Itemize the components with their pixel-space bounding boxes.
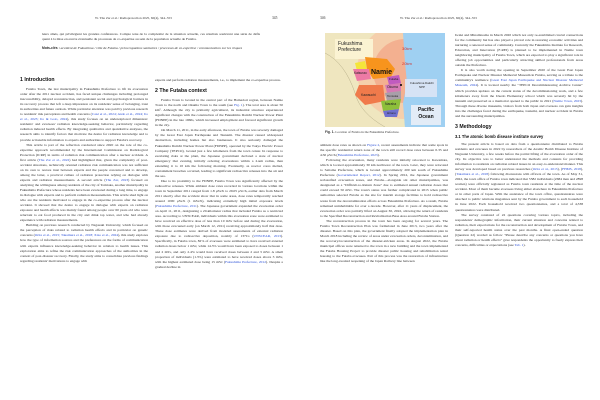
paragraph: Building on previous research conducted by Nagasaki University, which focused on the perception of risks related to radiation health effects and in particular on genetic concerns (Orita et al., 2015; Takamura et al., 2018; Xiao et al., 2024), this study explores how the type of information sources and the preferences on the forms of communication with experts influence knowledge-seeking behavior in relation to health issues. This exploration aims to refine the risk communication approaches of the authorities in the context of post-disaster recovery. Finally, the study aims to consolidate previous findings regarding residents' motivations to engage with bbox=[20, 223, 148, 263]
section-heading-methodology: 3 Methodology bbox=[455, 123, 492, 130]
paragraph: The reconstruction process in the town has been ongoing for several years. The Futaba Town Reconstruction Plan was formulated in June 2013, two years after the disaster. Based on this plan, the government finally adopted the implementation plan in March 2018 including the review of areas under evacuation orders, decontamination, and the recovery/reconstruction of the disaster-stricken areas. In August 2022, the Futaba municipal offices were returned to the town in a new building and the town implemented the Futaba Housing Project to provide disaster public housing and rehabilitation rental housing to the Futaba evacuees. Part of this process was the restoration of infrastructure like the long-awaited reopening of the Japan Railway line between bbox=[320, 218, 448, 264]
map-label-naraha: Naraha bbox=[385, 102, 397, 106]
running-head: W. Thu Zar et al.: Radioprotection 2025, 60(4), 344–353 bbox=[400, 16, 477, 20]
paragraph: It is also worth noting the opening in September 2020 of the Great East Japan Earthquake and Nuclear Disaster Memorial Museum in Futaba, serving as a tribute to the community's resilience (Great East Japan Earthquake and Nuclear Disaster Memorial Museum, 2024). It is located nearby the "TEPCO Decommissioning Archive Center" which provides updates on the current status of the decommissioning work, and a few kilometers away from the Ukedo Elementary school which was severely hit by the tsunami and preserved as a memorial opened to the public in 2021 (Namie Town, 2023). Through these diverse museums, visitors from both Japan and overseas can gain insights into the challenges faced during the earthquake, tsunami, and nuclear accident in Futaba and the surrounding municipalities. bbox=[455, 68, 583, 118]
figure-1-map bbox=[325, 33, 445, 127]
citation-link[interactable]: Fukushima Prefecture, 2023 bbox=[337, 153, 378, 158]
map-label-30km: 30km bbox=[402, 46, 412, 51]
npp-marker bbox=[400, 84, 402, 86]
map-label-katsurao: Katsurao bbox=[354, 71, 367, 75]
abstract-french bbox=[42, 32, 260, 51]
keywords bbox=[42, 46, 260, 51]
paragraph: Due to its proximity to the FDNPP, Futaba Town was significantly affected by the radioactive releases. While ambient dose rates recorded in various locations within the town in September 2011 ranged from 1.8 μSv/h to 29.05 μSv/h, earlier data from March 2011 shortly after the accident show that in some areas, dose rates temporarily reached around 1000 μSv/h (1 mSv/h), indicating extremely high initial exposure levels (Fukushima Prefecture, 2011). The Japanese government expanded the evacuation order on April 11, 2011, designating a 20-kilometer radius that included Futaba as a restricted area. According to UNSCEAR, individuals within this evacuation zone were estimated to have received an effective dose of less than 10 mSv before and during the evacuation, with those evacuated early (on March 12, 2011) receiving approximately half that dose. These dose estimates were derived from modeled assessments of external radiation exposure due to radioactive deposition, notably of 137Cs (UNSCEAR, 2013). Specifically, in Futaba town, 82% of evacuees were estimated to have received external radiation doses below 1 mSv, while 14.3% would have been exposed to doses between 1 and 2 mSv, and only 2.4% would have received doses between 2 and 3 mSv. A small proportion of individuals (1.3%) were estimated to have received doses above 3 mSv, with the highest estimated dose being 15 mSv (Fukushima Prefecture, 2012). Despite a gradual decline in bbox=[155, 178, 283, 269]
paragraph: Following the evacuation, many residents were initially relocated to Kawamata, which is located approximately 30 km northwest of the town. Later, they were relocated to Saitama Prefecture, which is located approximately 200 km south of Fukushima Prefecture (Governmental Report, 2012). In Spring 2012, the Japanese government reclassified evacuation zones, and Futaba—alongside six other municipalities, was designated as a "Difficult-to-Return Zone" due to estimated annual radiation doses that could exceed 50 mSv. The town's status was further complicated in 2015 when public authorities selected Futaba as the site for interim storage facilities to hold radioactive waste from the decontamination efforts across Fukushima Prefecture. As a result, Futaba remained uninhabitable for over a decade. However, after 11 years of displacement, the evacuation order was partially lifted on August 30, 2022, allowing the return of residents to the Specified Reconstruction and Revitalization Base Area around Futaba Station. bbox=[320, 158, 448, 218]
figure-link[interactable]: Figure 2 bbox=[367, 143, 380, 147]
citation-link[interactable]: Great East Japan Earthquake and Nuclear Disaster Memorial Museum, 2024 bbox=[455, 78, 583, 88]
citation-link[interactable]: Namie Town, 2023 bbox=[553, 98, 581, 103]
paragraph: On March 11, 2011, in the early afternoon, the town of Futaba was severely damaged by the Great East Japan Earthquake and Tsunami. The disaster caused widespread destruction, including homes but also businesses. It also seriously damaged the Fukushima Daiichi Nuclear Power Plant (FDNPP), operated by the Tokyo Electric Power Company (TEPCO), located just a few kilometers from the town center. In response to escalating risks at the plant, the Japanese government declared a state of nuclear emergency that evening, initially ordering evacuations within a 2-km radius, then extending it to 10 km the following morning. Eventually, as reactor cores melted, containment breaches occurred, leading to significant radioactive releases into the air and the sea. bbox=[155, 128, 283, 178]
citation-link[interactable]: Cazé et al., 2024; Ando et al., 2024; Ito et al., 2023; Ito & Goto, 2024 bbox=[20, 112, 148, 122]
paragraph: Iwaki and Minamisoma in March 2020 which not only re-established crucial connections for the community but has also played a pivotal role in restoring economic activities and nurturing a renewed sense of community. Currently the Fukushima Institute for Research, Education, and Innovation (F-REI) is planned to be implemented in Namie town neighboring municipality of Futaba Town, which are expected to play a significant role in offering job opportunities and particularly attracting skilled professionals from areas outside the Prefecture. bbox=[455, 33, 583, 68]
map-label-futaba: Futaba bbox=[389, 77, 399, 81]
map-label-namie: Namie bbox=[371, 69, 393, 76]
map-label-hirono: Hirono bbox=[387, 111, 396, 115]
map-label-tomioka: Tomioka bbox=[387, 94, 399, 98]
figure-link[interactable]: Fig. 1 bbox=[234, 103, 243, 108]
map-label-prefecture: Fukushima Prefecture bbox=[338, 41, 363, 53]
citation-link[interactable]: UNSCEAR, 2013 bbox=[253, 234, 281, 239]
keywords-label: Mots-clés : bbox=[42, 46, 60, 51]
paragraph: Futaba Town, the last municipality in Fukushima Prefecture to lift its evacuation order after the 2011 nuclear accident, has faced unique challenges including prolonged inaccessibility, delayed reconstruction, and persistent social and psychological barriers in its recovery process that left a deep impression on its residents' sense of belonging, trust in authorities and future outlook. While particular attention was paid by previous research to residents' risk perceptions and health concerns (Cazé et al., 2024; Ando et al., 2024; Ito et al., 2023; Ito & Goto, 2024), this study focuses on an underexplored dimension: residents' and evacuees' radiation knowledge-seeking behavior, particularly regarding radiation induced health effects. By integrating qualitative and quantitative analyses, the research aims to identify factors that motivate the desire for radiation knowledge and to provide actionable information to experts and authorities to support Futaba's recovery. bbox=[20, 87, 148, 142]
citation-link[interactable]: FHMS, 2018 bbox=[562, 167, 581, 172]
table-link[interactable]: Tab. 1 bbox=[514, 242, 524, 247]
map-label-npp: Fukushima Daiichi NPP bbox=[410, 81, 434, 89]
paragraph: This article is part of the reflection conducted since 2020 on the role of the co-expertise approach recommended by the International Commission on Radiological Protection (ICRP) in terms of radiation risk communication after a nuclear accident. A first article (Thu Zar et al., 2022) had highlighted that, given the complexity of post-accident situations, technically oriented radiation risk communication was not sufficient on its own to restore trust between experts and the people concerned and to develop, among the latter, a practical culture of radiation protection relying on dialogue with experts and radiation measurements. A second article (Thu Zar, 2023) focused on analyzing the willingness among residents of the city of Tomioka, another municipality in Fukushima Prefecture whose residents have been evacuated during a long time, to engage in dialogue with experts and to perform radiation measurements. This article shed light on who are the residents motivated to engage in the co-expertise process after the nuclear accident. It showed that the desire to engage in dialogue with experts on radiation exposure and health effects was mainly found among people over 60 years old who were reluctant to eat food produced in the city and drink tap water, and who had already experience with radiation measurements. bbox=[20, 142, 148, 223]
citation-link[interactable]: Takamura et al., 2018 bbox=[456, 172, 489, 177]
abstract-tail: leurs aînés, qui privilégient les grandes conférences. Compte tenu de la complexité de la situation actuelle, ces résultats soulèvent une série de défis quant à la mise en œuvre éventuelle du processus de co-expertise au sein de la population actuelle de Futaba. bbox=[42, 32, 260, 42]
figure-caption-text: Location of Futaba in the Fukushima Prefecture. bbox=[335, 130, 400, 134]
running-head: W. Thu Zar et al.: Radioprotection 2025, 60(4), 344–353 bbox=[95, 16, 172, 20]
page-number: 345 bbox=[272, 16, 278, 20]
subsection-heading-survey: 3.1 The atomic bomb disease institute survey bbox=[455, 133, 544, 139]
map-label-20km: 20km bbox=[402, 61, 412, 66]
paragraph: The survey consisted of 22 questions covering various topics, including the respondents' demographic information, their current situation and concerns related to radiation, their expectations for the reconstruction and development of Futaba Town, and their self-reported health status over the past months. A final open-ended question (Question 22) worded as follow "Please describe any concerns or questions you have about radiation or health effects" gave respondents the opportunity to freely express their concerns, difficulties or expectations (see Tab. 1). bbox=[455, 212, 583, 247]
citation-link[interactable]: Orita et al., 2015; Takamura et al., 2018; Xiao et al., 2024 bbox=[34, 233, 119, 238]
paragraph: ambient dose rates as shown on Figure 2, recent assessments indicate that some spots in the specific residential return zone of the town still record dose rates between 0.35 and 4.50 μSv/h (Fukushima Prefecture, 2023). bbox=[320, 143, 448, 158]
citation-link[interactable]: Thu Zar et al., 2022 bbox=[38, 157, 70, 162]
map-label-ocean: Pacific Ocean bbox=[417, 107, 435, 120]
column-left-2 bbox=[155, 78, 283, 270]
section-heading-futaba-context: 2 The Futaba context bbox=[155, 88, 207, 95]
citation-link[interactable]: Thu Zar, 2023 bbox=[105, 177, 129, 182]
citation-link[interactable]: Fukushima Prefecture, 2012 bbox=[225, 259, 266, 264]
section-heading-introduction: 1 Introduction bbox=[20, 77, 55, 83]
column-right-2 bbox=[455, 33, 583, 248]
paragraph: Futaba Town is located in the central part of the Hamadori region, between Namie Town to the north and Okuma Town to the south (see Fig. 1). The total area is about 50 km². Although the city is primarily agricultural, its industrial structure experienced significant changes with the construction of the Fukushima Daiichi Nuclear Power Plant (FDNPP) in the late 1960s, which increased employment and favored significant growth in the city. bbox=[155, 98, 283, 128]
citation-link[interactable]: Orita et al., 2015 bbox=[532, 167, 558, 172]
keywords-text: accident de Fukushima / ville de Futaba / préoccupations sanitaires / processus de co-expertise / communication sur les risques bbox=[60, 46, 243, 51]
paragraph: The present article is based on data from a questionnaire distributed to Futaba residents and evacuees in 2022 by researchers of the Atomic Bomb Disease Institute of Nagasaki University, a few weeks before the partial lifting of the evacuation order of the city. Its objective was to better understand the methods and contents for providing information to residents on radiation related issues in an easy-to-understand manner. This survey was developed based on previous researches (Orita et al., 2015), (FHMS, 2018), (Takamura et al., 2018) following discussions with officers of the town. As of May 31, 2022, the town office of Futaba town indicated that 5582 individuals (2684 men and 2898 women) were officially registered as Futaba town residents at the time of the nuclear accident. Most of them became evacuees living either elsewhere in Fukushima Prefecture or in other parts of Japan. With the assistance of the town office, questionnaires were attached to public relations magazines sent by the Futaba government to each household in June 2022. Each household received two questionnaires, and a total of 4,338 questionnaires were distributed. bbox=[455, 141, 584, 212]
map-label-okuma: Okuma bbox=[387, 85, 398, 89]
column-left-1 bbox=[20, 78, 148, 264]
page-number: 346 bbox=[320, 16, 326, 20]
paragraph: experts and perform radiation measurements, i.e., to implement the co-expertise process. bbox=[155, 78, 281, 82]
figure-caption-label: Fig. 1. bbox=[325, 130, 335, 134]
citation-link[interactable]: Governmental Report, 2012 bbox=[337, 173, 380, 178]
map-label-kawauchi: Kawauchi bbox=[361, 93, 376, 97]
page-346 bbox=[300, 0, 600, 400]
figure-caption bbox=[325, 130, 399, 134]
citation-link[interactable]: Fukushima Prefecture, 2011 bbox=[156, 204, 197, 209]
column-right-1 bbox=[320, 143, 448, 264]
